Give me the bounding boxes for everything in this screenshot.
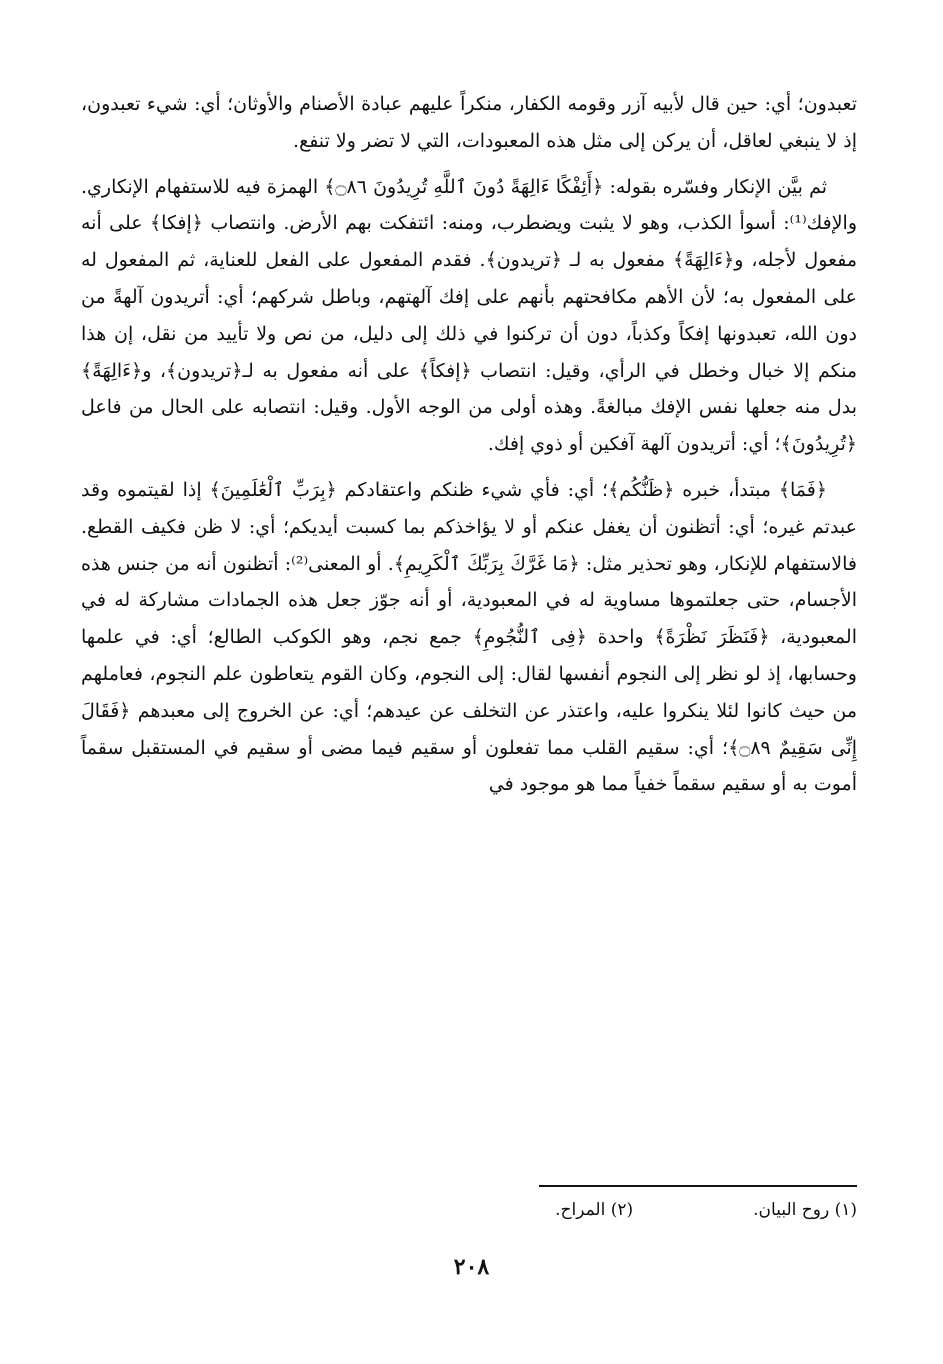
paragraph-2: ثم بيَّن الإنكار وفسّره بقوله: ﴿أَئِفْكًا ءَالِهَةً دُونَ ٱللَّهِ تُرِيدُونَ ۝٨٦﴾ الهمزة فيه للاستفهام الإنكاري. والإفك⁽¹⁾: أسوأ الكذب، وهو لا يثبت ويضطرب، ومنه: ائتفكت بهم الأرض. وانتصاب ﴿إفكا﴾ على أنه مفعول لأجله، و﴿ءَالِهَةً﴾ مفعول به لـ ﴿تريدون﴾. فقدم المفعول على الفعل للعناية، ثم المفعول له على المفعول به؛ لأن الأهم مكافحتهم بأنهم على إفك آلهتهم، وباطل شركهم؛ أي: أتريدون آلهةً من دون الله، تعبدونها إفكاً وكذباً، دون أن تركنوا في ذلك إلى دليل، من نص ولا تأييد من نقل، إن هذا منكم إلا خبال وخطل في الرأي، وقيل: انتصاب ﴿إفكاً﴾ على أنه مفعول به لـ﴿تريدون﴾، و﴿ءَالِهَةً﴾ بدل منه جعلها نفس الإفك مبالغةً. وهذه أولى من الوجه الأول. وقيل: انتصابه على الحال من فاعل ﴿تُرِيدُونَ﴾؛ أي: أتريدون آلهة آفكين أو ذوي إفك.	[81, 175, 857, 456]
paragraph-3: ﴿فَمَا﴾ مبتدأ، خبره ﴿ظَنُّكُم﴾؛ أي: فأي شيء ظنكم واعتقادكم ﴿بِرَبِّ ٱلْعَٰلَمِينَ﴾ إذا لقيتموه وقد عبدتم غيره؛ أي: أتظنون أن يغفل عنكم أو لا يؤاخذكم بما كسبت أيديكم؛ أي: لا ظن فكيف القطع. فالاستفهام للإنكار، وهو تحذير مثل: ﴿مَا غَرَّكَ بِرَبِّكَ ٱلْكَرِيمِ﴾. أو المعنى⁽²⁾: أتظنون أنه من جنس هذه الأجسام، حتى جعلتموها مساوية له في المعبودية، أو أنه جوّز جعل هذه الجمادات مشاركة له في المعبودية، ﴿فَنَظَرَ نَظْرَةً﴾ واحدة ﴿فِى ٱلنُّجُومِ﴾ جمع نجم، وهو الكوكب الطالع؛ أي: في علمها وحسابها، إذ لو نظر إلى النجوم أنفسها لقال: إلى النجوم، وكان القوم يتعاطون علم النجوم، فعاملهم من حيث كانوا لئلا ينكروا عليه، واعتذر عن التخلف عن عيدهم؛ أي: عن الخروج إلى معبدهم ﴿فَقَالَ إِنِّى سَقِيمٌ ۝٨٩﴾؛ أي: سقيم القلب مما تفعلون أو سقيم فيما مضى أو سقيم في المستقبل سقماً أموت به أو سقيم سقماً خفياً مما هو موجود في	[81, 478, 858, 796]
footnotes	[81, 1196, 857, 1224]
footnote-1: (١) روح البيان.	[753, 1200, 857, 1220]
footnote-2: (٢) المراح.	[555, 1200, 634, 1220]
paragraph-1: تعبدون؛ أي: حين قال لأبيه آزر وقومه الكفار، منكراً عليهم عبادة الأصنام والأوثان؛ أي: شيء تعبدون، إذ لا ينبغي لعاقل، أن يركن إلى مثل هذه المعبودات، التي لا تضر ولا تنفع.	[81, 93, 857, 152]
footnote-separator	[539, 1185, 857, 1187]
page-number: ٢٠٨	[453, 1254, 490, 1280]
body-text	[81, 86, 857, 812]
